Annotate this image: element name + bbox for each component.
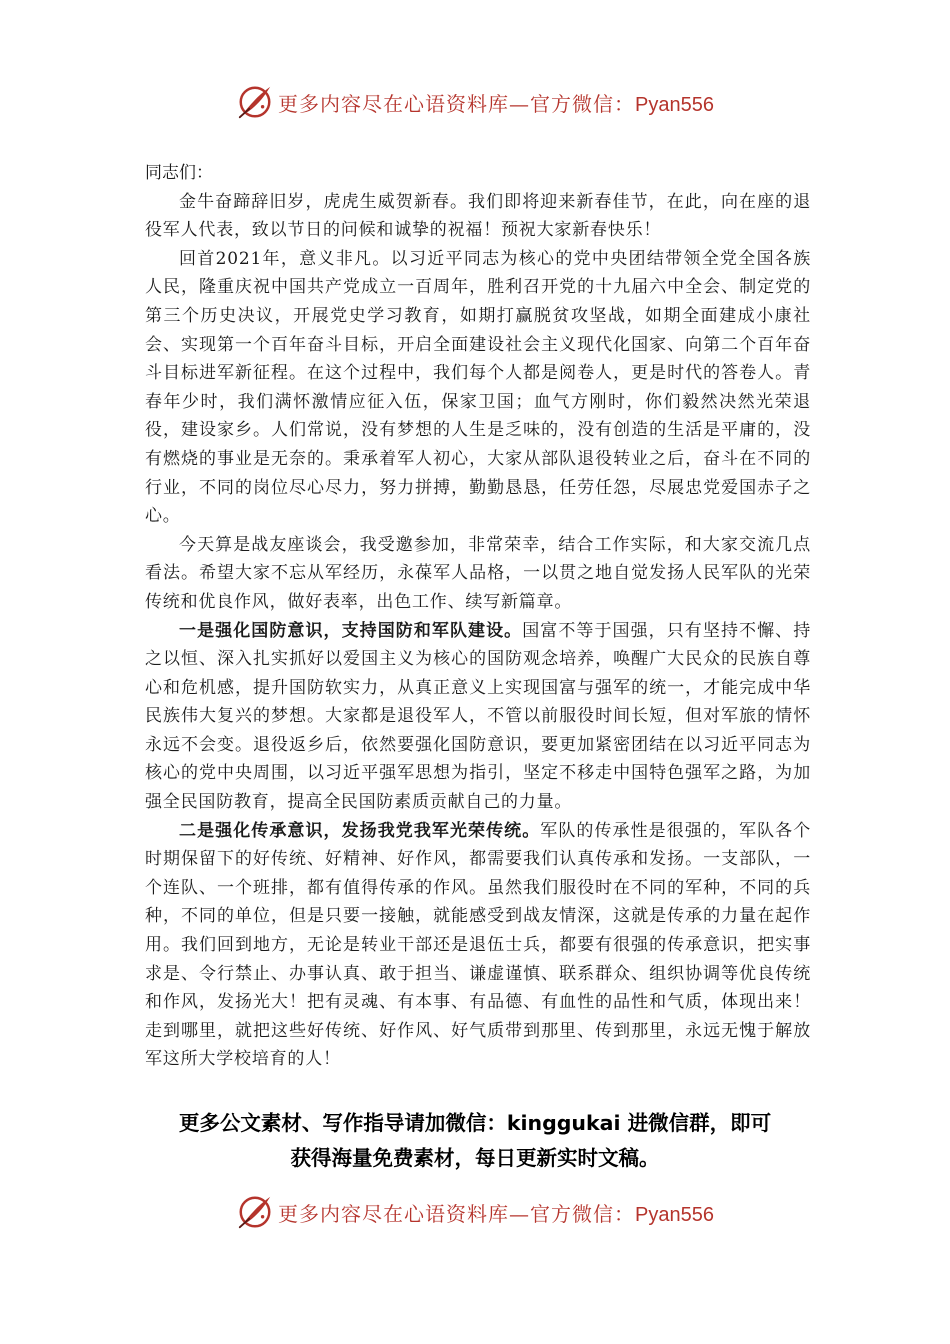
promo-line-2: 获得海量免费素材，每日更新实时文稿。: [290, 1146, 660, 1170]
paragraph-text: 军队的传承性是很强的，军队各个时期保留下的好传统、好精神、好作风，都需要我们认真传承和发扬。一支部队，一个连队、一个班排，都有值得传承的作风。虽然我们服役时在不同的军种，不同的兵种，不同的单位，但是只要一接触，就能感受到战友情深，这就是传承的力量在起作用。我们回到地方，无论是转业干部还是退伍士兵，都要有很强的传承意识，把实事求是、令行禁止、办事认真、敢于担当、谦虚谨慎、联系群众、组织协调等优良传统和作风，发扬光大！把有灵魂、有本事、有品德、有血性的品性和气质，体现出来！走到哪里，就把这些好传统、好作风、好气质带到那里、传到那里，永远无愧于解放军这所大学校培育的人！: [145, 820, 812, 1070]
quill-logo-icon: [236, 83, 274, 121]
paragraph-review-2021: [145, 245, 811, 531]
paragraph-heading: 一是强化国防意识，支持国防和军队建设。: [179, 620, 523, 641]
paragraph-new-year-wishes: [145, 188, 811, 245]
quill-logo-icon: [236, 1193, 274, 1231]
paragraph-text: 今天算是战友座谈会，我受邀参加，非常荣幸，结合工作实际，和大家交流几点看法。希望大家不忘从军经历，永葆军人品格，一以贯之地自觉发扬人民军队的光荣传统和优良作风，做好表率，出色工作、续写新篇章。: [145, 534, 811, 612]
header-banner-text: [278, 88, 714, 117]
paragraph-forum-intro: [145, 531, 811, 617]
paragraph-text: 金牛奋蹄辞旧岁，虎虎生威贺新春。我们即将迎来新春佳节，在此，向在座的退役军人代表，致以节日的问候和诚挚的祝福！预祝大家新春快乐！: [145, 191, 811, 241]
promo-line-1: 更多公文素材、写作指导请加微信：kinggukai 进微信群，即可: [178, 1111, 772, 1135]
header-banner-cn: 更多内容尽在心语资料库—官方微信：: [278, 91, 636, 116]
paragraph-heading: 二是强化传承意识，发扬我党我军光荣传统。: [179, 820, 541, 841]
promo-notice: [0, 1106, 950, 1176]
footer-banner-text: [278, 1198, 714, 1227]
footer-banner-cn: 更多内容尽在心语资料库—官方微信：: [278, 1201, 636, 1226]
paragraph-heritage: [145, 817, 811, 1074]
speech-document: [145, 159, 811, 1074]
paragraph-text: 国富不等于国强，只有坚持不懈、持之以恒、深入扎实抓好以爱国主义为核心的国防观念培养，唤醒广大民众的民族自尊心和危机感，提升国防软实力，从真正意义上实现国富与强军的统一，才能完成中华民族伟大复兴的梦想。大家都是退役军人，不管以前服役时间长短，但对军旅的情怀永远不会变。退役返乡后，依然要强化国防意识，要更加紧密团结在以习近平同志为核心的党中央周围，以习近平强军思想为指引，坚定不移走中国特色强军之路，为加强全民国防教育，提高全民国防素质贡献自己的力量。: [145, 620, 811, 813]
footer-banner-wechat-id: Pyan556: [635, 1203, 714, 1226]
footer-banner: [0, 1190, 950, 1234]
greeting: 同志们：: [145, 163, 213, 183]
header-banner: [0, 80, 950, 124]
header-banner-wechat-id: Pyan556: [635, 93, 714, 116]
paragraph-national-defense: [145, 617, 811, 817]
paragraph-text: 回首2021年，意义非凡。以习近平同志为核心的党中央团结带领全党全国各族人民，隆重庆祝中国共产党成立一百周年，胜利召开党的十九届六中全会、制定党的第三个历史决议，开展党史学习教育，如期打赢脱贫攻坚战，如期全面建成小康社会、实现第一个百年奋斗目标，开启全面建设社会主义现代化国家、向第二个百年奋斗目标进军新征程。在这个过程中，我们每个人都是阅卷人，更是时代的答卷人。青春年少时，我们满怀激情应征入伍，保家卫国；血气方刚时，你们毅然决然光荣退役，建设家乡。人们常说，没有梦想的人生是乏味的，没有创造的生活是平庸的，没有燃烧的事业是无奈的。秉承着军人初心，大家从部队退役转业之后，奋斗在不同的行业，不同的岗位尽心尽力，努力拼搏，勤勤恳恳，任劳任怨，尽展忠党爱国赤子之心。: [145, 248, 811, 527]
